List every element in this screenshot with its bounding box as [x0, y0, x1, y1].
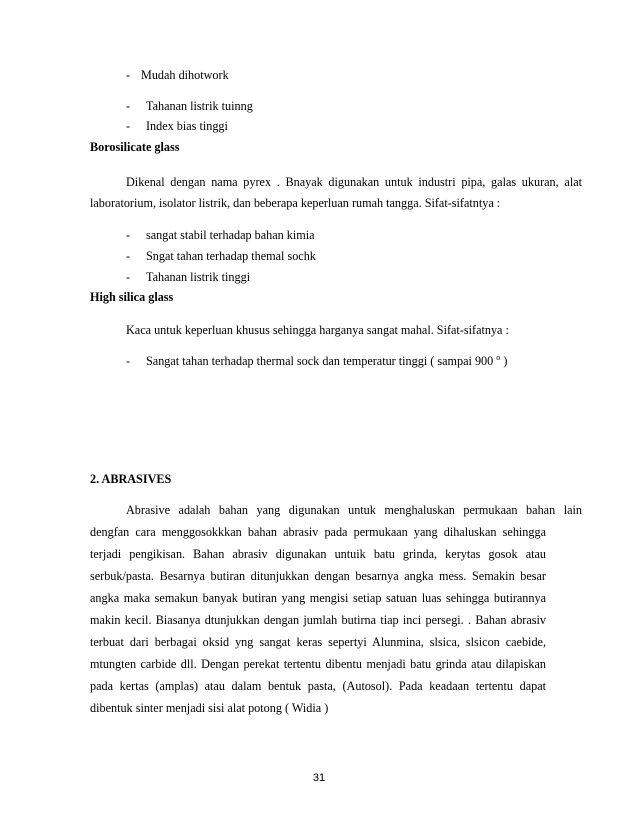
- list-item-text: Sngat tahan terhadap themal sochk: [146, 249, 316, 263]
- section-heading-borosilicate: Borosilicate glass: [90, 140, 180, 154]
- section-heading-high-silica: High silica glass: [90, 290, 174, 304]
- list-item-text: Index bias tinggi: [146, 119, 228, 133]
- abrasives-paragraph-line: Abrasive adalah bahan yang digunakan untuk menghaluskan permukaan bahan lain: [126, 503, 582, 517]
- list-dash: -: [126, 228, 131, 242]
- list-dash: -: [126, 249, 131, 263]
- borosilicate-paragraph-line: laboratorium, isolator listrik, dan beberapa keperluan rumah tangga. Sifat-sifatntya :: [90, 196, 501, 210]
- abrasives-paragraph-line: makin kecil. Biasanya dtunjukkan dengan jumlah butirna tiap inci persegi. . Bahan abrasiv: [90, 613, 546, 627]
- list-item-text: Tahanan listrik tuinng: [146, 99, 253, 113]
- list-item-text: [146, 354, 507, 368]
- abrasives-paragraph-line: terjadi pengikisan. Bahan abrasiv digunakan untuik batu grinda, kerytas gosok atau: [90, 547, 546, 561]
- list-dash: -: [126, 68, 131, 82]
- list-item-closing: ): [503, 354, 508, 368]
- abrasives-paragraph-line: pada kertas (amplas) atau dalam bentuk pasta, (Autosol). Pada keadaan tertentu dapat: [90, 679, 546, 693]
- list-dash: -: [126, 354, 131, 368]
- abrasives-paragraph-line: serbuk/pasta. Besarnya butiran ditunjukkan dengan besarnya angka mess. Semakin besar: [90, 569, 546, 583]
- abrasives-paragraph-line: terbuat dari berbagai oksid yng sangat keras sepertyi Alunmina, slsica, slsicon caebide,: [90, 635, 546, 649]
- list-dash: -: [126, 270, 131, 284]
- list-dash: -: [126, 99, 131, 113]
- high-silica-paragraph-line: Kaca untuk keperluan khusus sehingga harganya sangat mahal. Sifat-sifatnya :: [126, 323, 509, 337]
- list-item-text: Tahanan listrik tinggi: [146, 270, 251, 284]
- section-heading-abrasives: 2. ABRASIVES: [90, 472, 172, 486]
- list-item-main-text: Sangat tahan terhadap thermal sock dan temperatur tinggi ( sampai 900: [146, 354, 494, 368]
- abrasives-paragraph-line: angka maka semakun banyak butiran yang mengisi setiap satuan luas sehingga butirannya: [90, 591, 546, 605]
- abrasives-paragraph-line: mtungten carbide dll. Dengan perekat tertentu dibentu menjadi batu grinda atau dilapiskan: [90, 657, 546, 671]
- list-dash: -: [126, 119, 131, 133]
- degree-superscript: o: [496, 352, 501, 362]
- borosilicate-paragraph-line: Dikenal dengan nama pyrex . Bnayak digunakan untuk industri pipa, galas ukuran, alat: [126, 175, 582, 189]
- list-item-text: sangat stabil terhadap bahan kimia: [146, 228, 315, 242]
- abrasives-paragraph-line: dibentuk sinter menjadi sisi alat potong ( Widia ): [90, 701, 329, 715]
- list-item-text: Mudah dihotwork: [141, 68, 229, 82]
- abrasives-paragraph-line: dengfan cara menggosokkkan bahan abrasiv pada permukaan yang dihaluskan sehingga: [90, 525, 546, 539]
- page-number: 31: [312, 772, 326, 784]
